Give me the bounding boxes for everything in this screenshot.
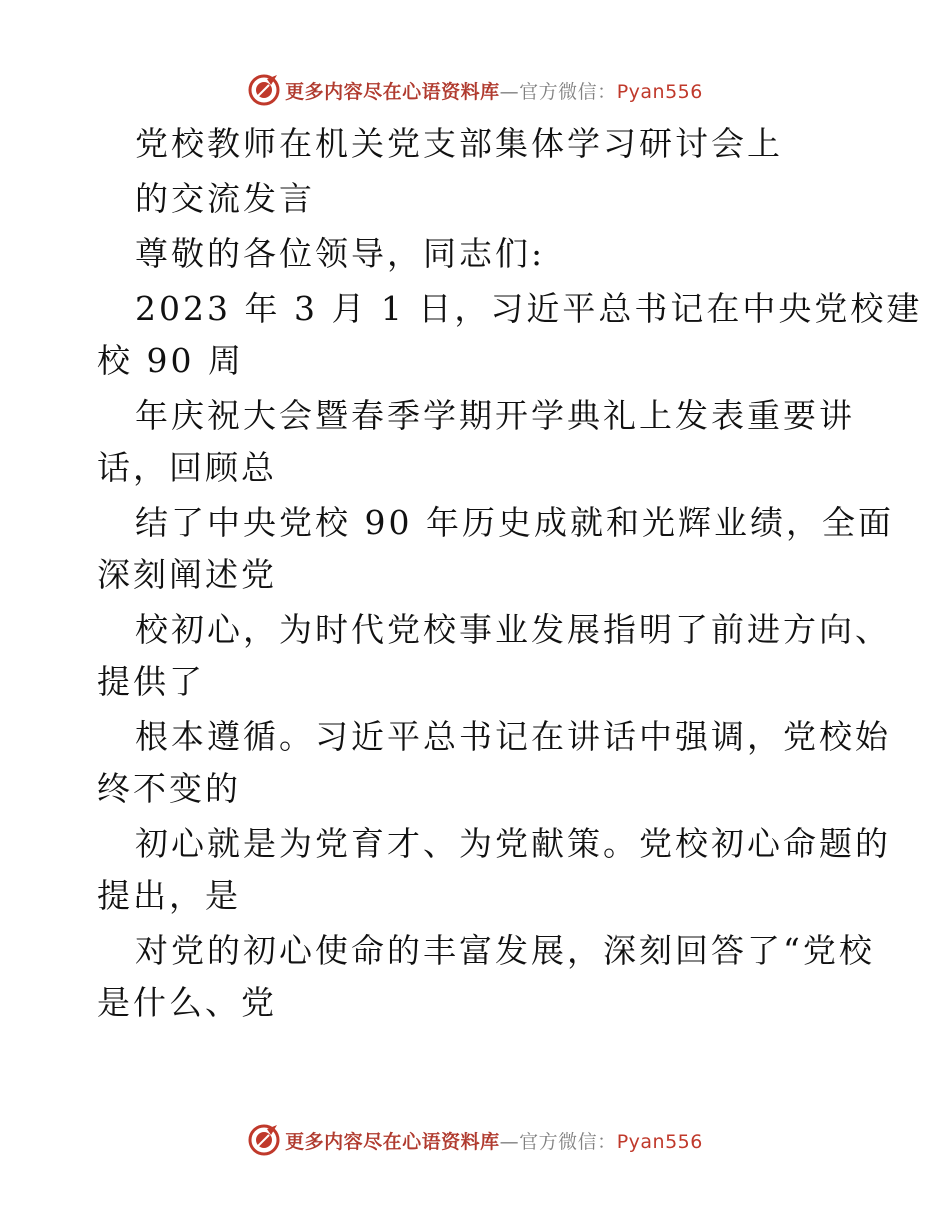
quill-circle-icon [247,73,281,107]
watermark-part-c: Pyan556 [616,1130,703,1153]
doc-line: 是什么、党 [97,983,277,1022]
doc-line: 终不变的 [97,769,241,808]
doc-line: 2023 年 3 月 1 日，习近平总书记在中央党校建 [135,289,923,328]
doc-line: 校 90 周 [97,341,244,380]
doc-line: 根本遵循。习近平总书记在讲话中强调，党校始 [135,717,891,756]
doc-line: 年庆祝大会暨春季学期开学典礼上发表重要讲 [135,396,855,435]
doc-line: 尊敬的各位领导，同志们: [135,234,546,273]
doc-line: 党校教师在机关党支部集体学习研讨会上 [135,124,783,163]
watermark-footer [0,1120,950,1160]
doc-line: 提供了 [97,662,205,701]
doc-line: 的交流发言 [135,179,315,218]
doc-line: 话，回顾总 [97,448,277,487]
quill-circle-icon [247,1123,281,1157]
doc-line: 校初心，为时代党校事业发展指明了前进方向、 [135,610,891,649]
doc-line: 深刻阐述党 [97,555,277,594]
watermark-part-a: 更多内容尽在心语资料库 [285,80,500,103]
watermark-footer-inner [247,1123,703,1157]
doc-line: 结了中央党校 90 年历史成就和光辉业绩，全面 [135,503,894,542]
document-body [97,122,923,1036]
watermark-text [285,1127,703,1154]
watermark-part-c: Pyan556 [616,80,703,103]
watermark-part-b: —官方微信： [499,1130,617,1153]
doc-line: 提出，是 [97,876,241,915]
watermark-text [285,77,703,104]
watermark-header-inner [247,73,703,107]
watermark-part-a: 更多内容尽在心语资料库 [285,1130,500,1153]
watermark-part-b: —官方微信： [499,80,617,103]
doc-line: 对党的初心使命的丰富发展，深刻回答了“党校 [135,931,875,970]
doc-line: 初心就是为党育才、为党献策。党校初心命题的 [135,824,891,863]
watermark-header [0,70,950,110]
